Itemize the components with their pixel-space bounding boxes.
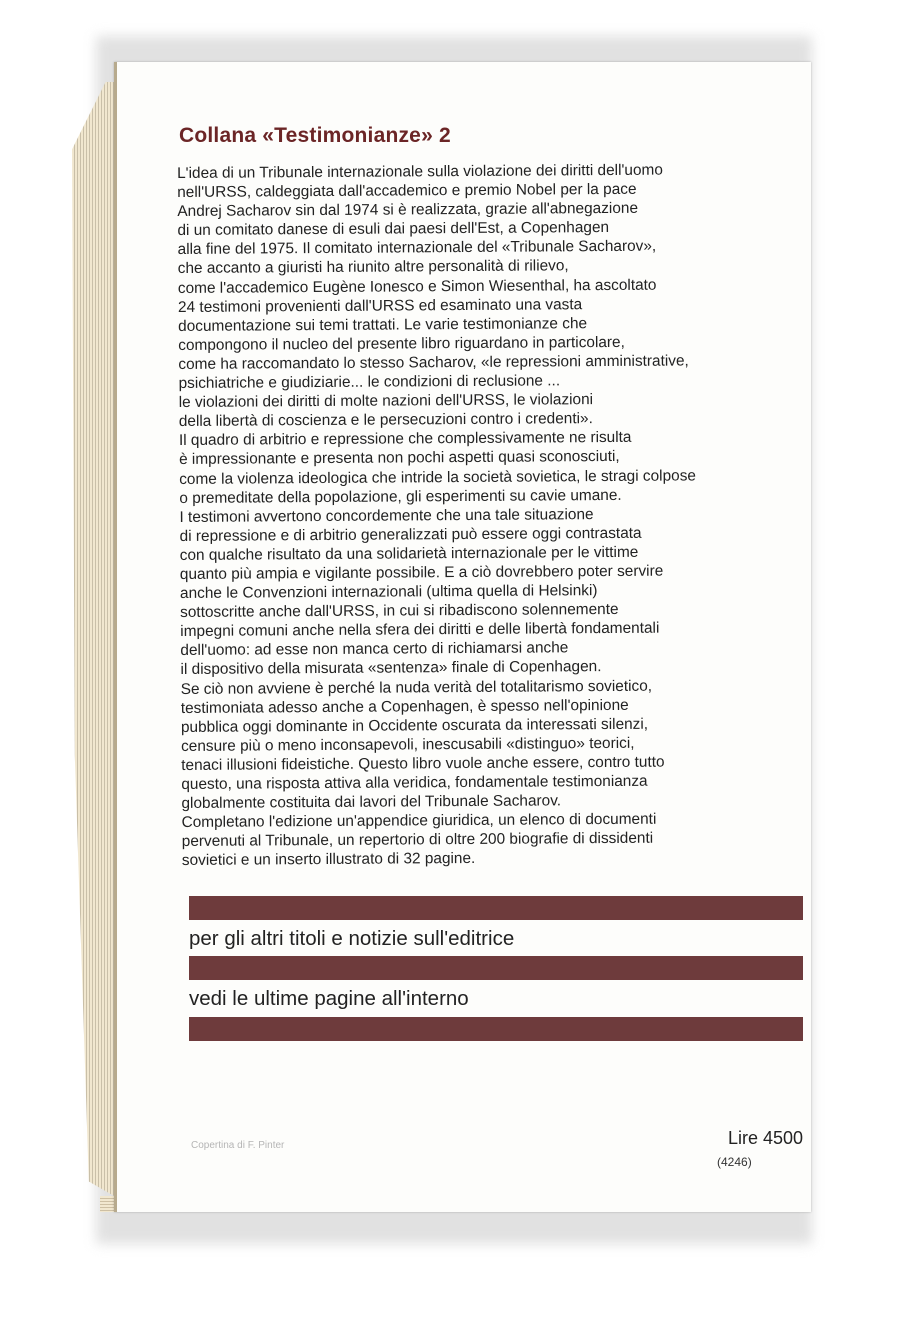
promo-line-pages: vedi le ultime pagine all'interno [189,987,469,1010]
blurb-line: dell'uomo: ad esse non manca certo di richiamarsi anche [180,639,569,660]
blurb-line: quanto più ampia e vigilante possibile. E a ciò dovrebbero poter servire [179,562,664,583]
color-band-top [189,896,803,920]
blurb-line: questo, una risposta attiva alla veridica, fondamentale testimonianza [181,772,648,793]
blurb-line: sottoscritte anche dall'URSS, in cui si ribadiscono solennemente [180,601,619,622]
blurb-line: globalmente costituita dai lavori del Tribunale Sacharov. [181,792,562,813]
blurb-line: il dispositivo della misurata «sentenza» finale di Copenhagen. [180,658,602,679]
blurb-line: censure più o meno inconsapevoli, inescusabili «distinguo» teorici, [181,734,635,755]
blurb-line: psichiatriche e giudiziarie... le condizioni di reclusione ... [178,372,561,393]
color-band-bottom [189,1017,803,1041]
blurb-line: pubblica oggi dominante in Occidente oscurata da interessati silenzi, [180,715,649,736]
catalog-code: (4246) [717,1155,752,1169]
blurb-line: di un comitato danese di esuli dai paesi dell'Est, a Copenhagen [177,219,610,240]
blurb-text [177,160,792,871]
price-label: Lire 4500 [727,1128,803,1148]
blurb-line: con qualche risultato da una solidarietà internazionale per le vittime [179,543,639,564]
blurb-line: come l'accademico Eugène Ionesco e Simon Wiesenthal, ha ascoltato [177,276,657,297]
blurb-line: come ha raccomandato lo stesso Sacharov, «le repressioni amministrative, [178,352,689,373]
blurb-line: tenaci illusioni fideistiche. Questo libro vuole anche essere, contro tutto [181,753,665,774]
blurb-line: della libertà di coscienza e le persecuzioni contro i credenti». [178,410,593,431]
blurb-line: anche le Convenzioni internazionali (ultima quella di Helsinki) [179,582,598,603]
color-band-middle [189,956,803,980]
blurb-line: Andrej Sacharov sin dal 1974 si è realizzata, grazie all'abnegazione [177,199,639,221]
blurb-line: impegni comuni anche nella sfera dei diritti e delle libertà fondamentali [180,619,660,641]
blurb-line: documentazione sui temi trattati. Le varie testimonianze che [178,314,588,335]
blurb-line: sovietici e un inserto illustrato di 32 pagine. [181,850,476,870]
blurb-line: pervenuti al Tribunale, un repertorio di oltre 200 biografie di dissidenti [181,829,654,851]
blurb-line: nell'URSS, caldeggiata dall'accademico e premio Nobel per la pace [177,180,637,202]
blurb-line: come la violenza ideologica che intride la società sovietica, le stragi colpose [179,466,696,488]
blurb-line: I testimoni avvertono concordemente che una tale situazione [179,505,594,526]
cover-credit: Copertina di F. Pinter [191,1140,285,1151]
promo-line-titles: per gli altri titoli e notizie sull'editrice [189,927,515,950]
blurb-line: o premeditate della popolazione, gli esperimenti su cavie umane. [179,486,622,507]
blurb-line: Il quadro di arbitrio e repressione che complessivamente ne risulta [178,429,632,450]
blurb-line: di repressione e di arbitrio generalizzati può essere oggi contrastata [179,524,642,545]
blurb-line: 24 testimoni provenienti dall'URSS ed esaminato una vasta [177,295,583,316]
blurb-line: Completano l'edizione un'appendice giuridica, un elenco di documenti [181,810,657,832]
blurb-line: è impressionante e presenta non pochi aspetti quasi sconosciuti, [179,448,620,469]
blurb-line: testimoniata adesso anche a Copenhagen, è spesso nell'opinione [180,696,629,717]
blurb-line: che accanto a giuristi ha riunito altre personalità di rilievo, [177,257,569,278]
blurb-line: L'idea di un Tribunale internazionale sulla violazione dei diritti dell'uomo [177,161,663,182]
blurb-line: Se ciò non avviene è perché la nuda verità del totalitarismo sovietico, [180,677,653,698]
back-cover [114,62,811,1212]
blurb-line: alla fine del 1975. Il comitato internazionale del «Tribunale Sacharov», [177,238,657,259]
blurb-line: le violazioni dei diritti di molte nazioni dell'URSS, le violazioni [178,391,594,412]
series-title: Collana «Testimonianze» 2 [179,124,451,147]
blurb-line: compongono il nucleo del presente libro riguardano in particolare, [178,333,625,354]
